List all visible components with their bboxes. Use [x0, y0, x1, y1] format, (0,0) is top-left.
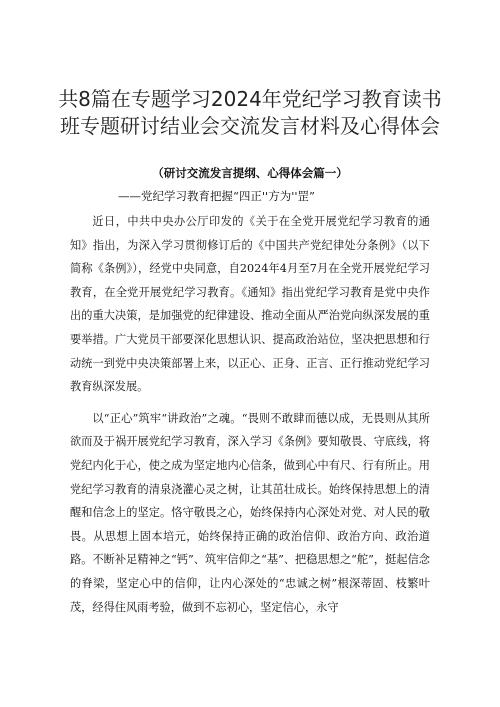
- paragraph-1: 近日，中共中央办公厅印发的《关于在全党开展党纪学习教育的通知》指出，为深入学习贯彻修订后的《中国共产党纪律处分条例》（以下简称《条例》），经党中央同意，自2024年4月至7月在全党开展党纪学习教育，在全党开展党纪学习教育。《通知》指出党纪学习教育是党中央作出的重大决策，是加强党的纪律建设、推动全面从严治党向纵深发展的重要举措。广大党员干部要深化思想认识、提高政治站位，坚决把思想和行动统一到党中央决策部署上来，以正心、正身、正言、正行推动党纪学习教育纵深发展。: [70, 215, 430, 394]
- section-subtitle: ——党纪学习教育把握“四正''方为''罡”: [118, 189, 315, 203]
- paragraph-2: 以“正心”筑牢“讲政治”之魂。“畏则不敢肆而德以成，无畏则从其所欲而及于祸开展党纪学习教育，深入学习《条例》要知敬畏、守底线，将党纪内化于心，使之成为坚定地内心信条，做到心中有尺、行有所止。用党纪学习教育的清泉浇灌心灵之树，让其茁壮成长。始终保持思想上的清醒和信念上的坚定。恪守敬畏之心，始终保持内心深处对党、对人民的敬畏。从思想上固本培元，始终保持正确的政治信仰、政治方向、政治道路。不断补足精神之“钙”、筑牢信仰之“基”、把稳思想之“舵”，挺起信念的脊梁，坚定心中的信仰，让内心深处的“忠诚之树”根深蒂固、枝繁叶茂，经得住风雨考验，做到不忘初心，坚定信心，永守: [70, 411, 430, 614]
- document-title: [0, 86, 500, 140]
- title-line-2: 班专题研讨结业会交流发言材料及心得体会: [60, 114, 440, 138]
- section-heading: （研讨交流发言提纲、心得体会篇一）: [152, 166, 348, 180]
- body-text: [70, 210, 430, 619]
- title-line-1: 共8篇在专题学习2024年党纪学习教育读书: [58, 87, 442, 111]
